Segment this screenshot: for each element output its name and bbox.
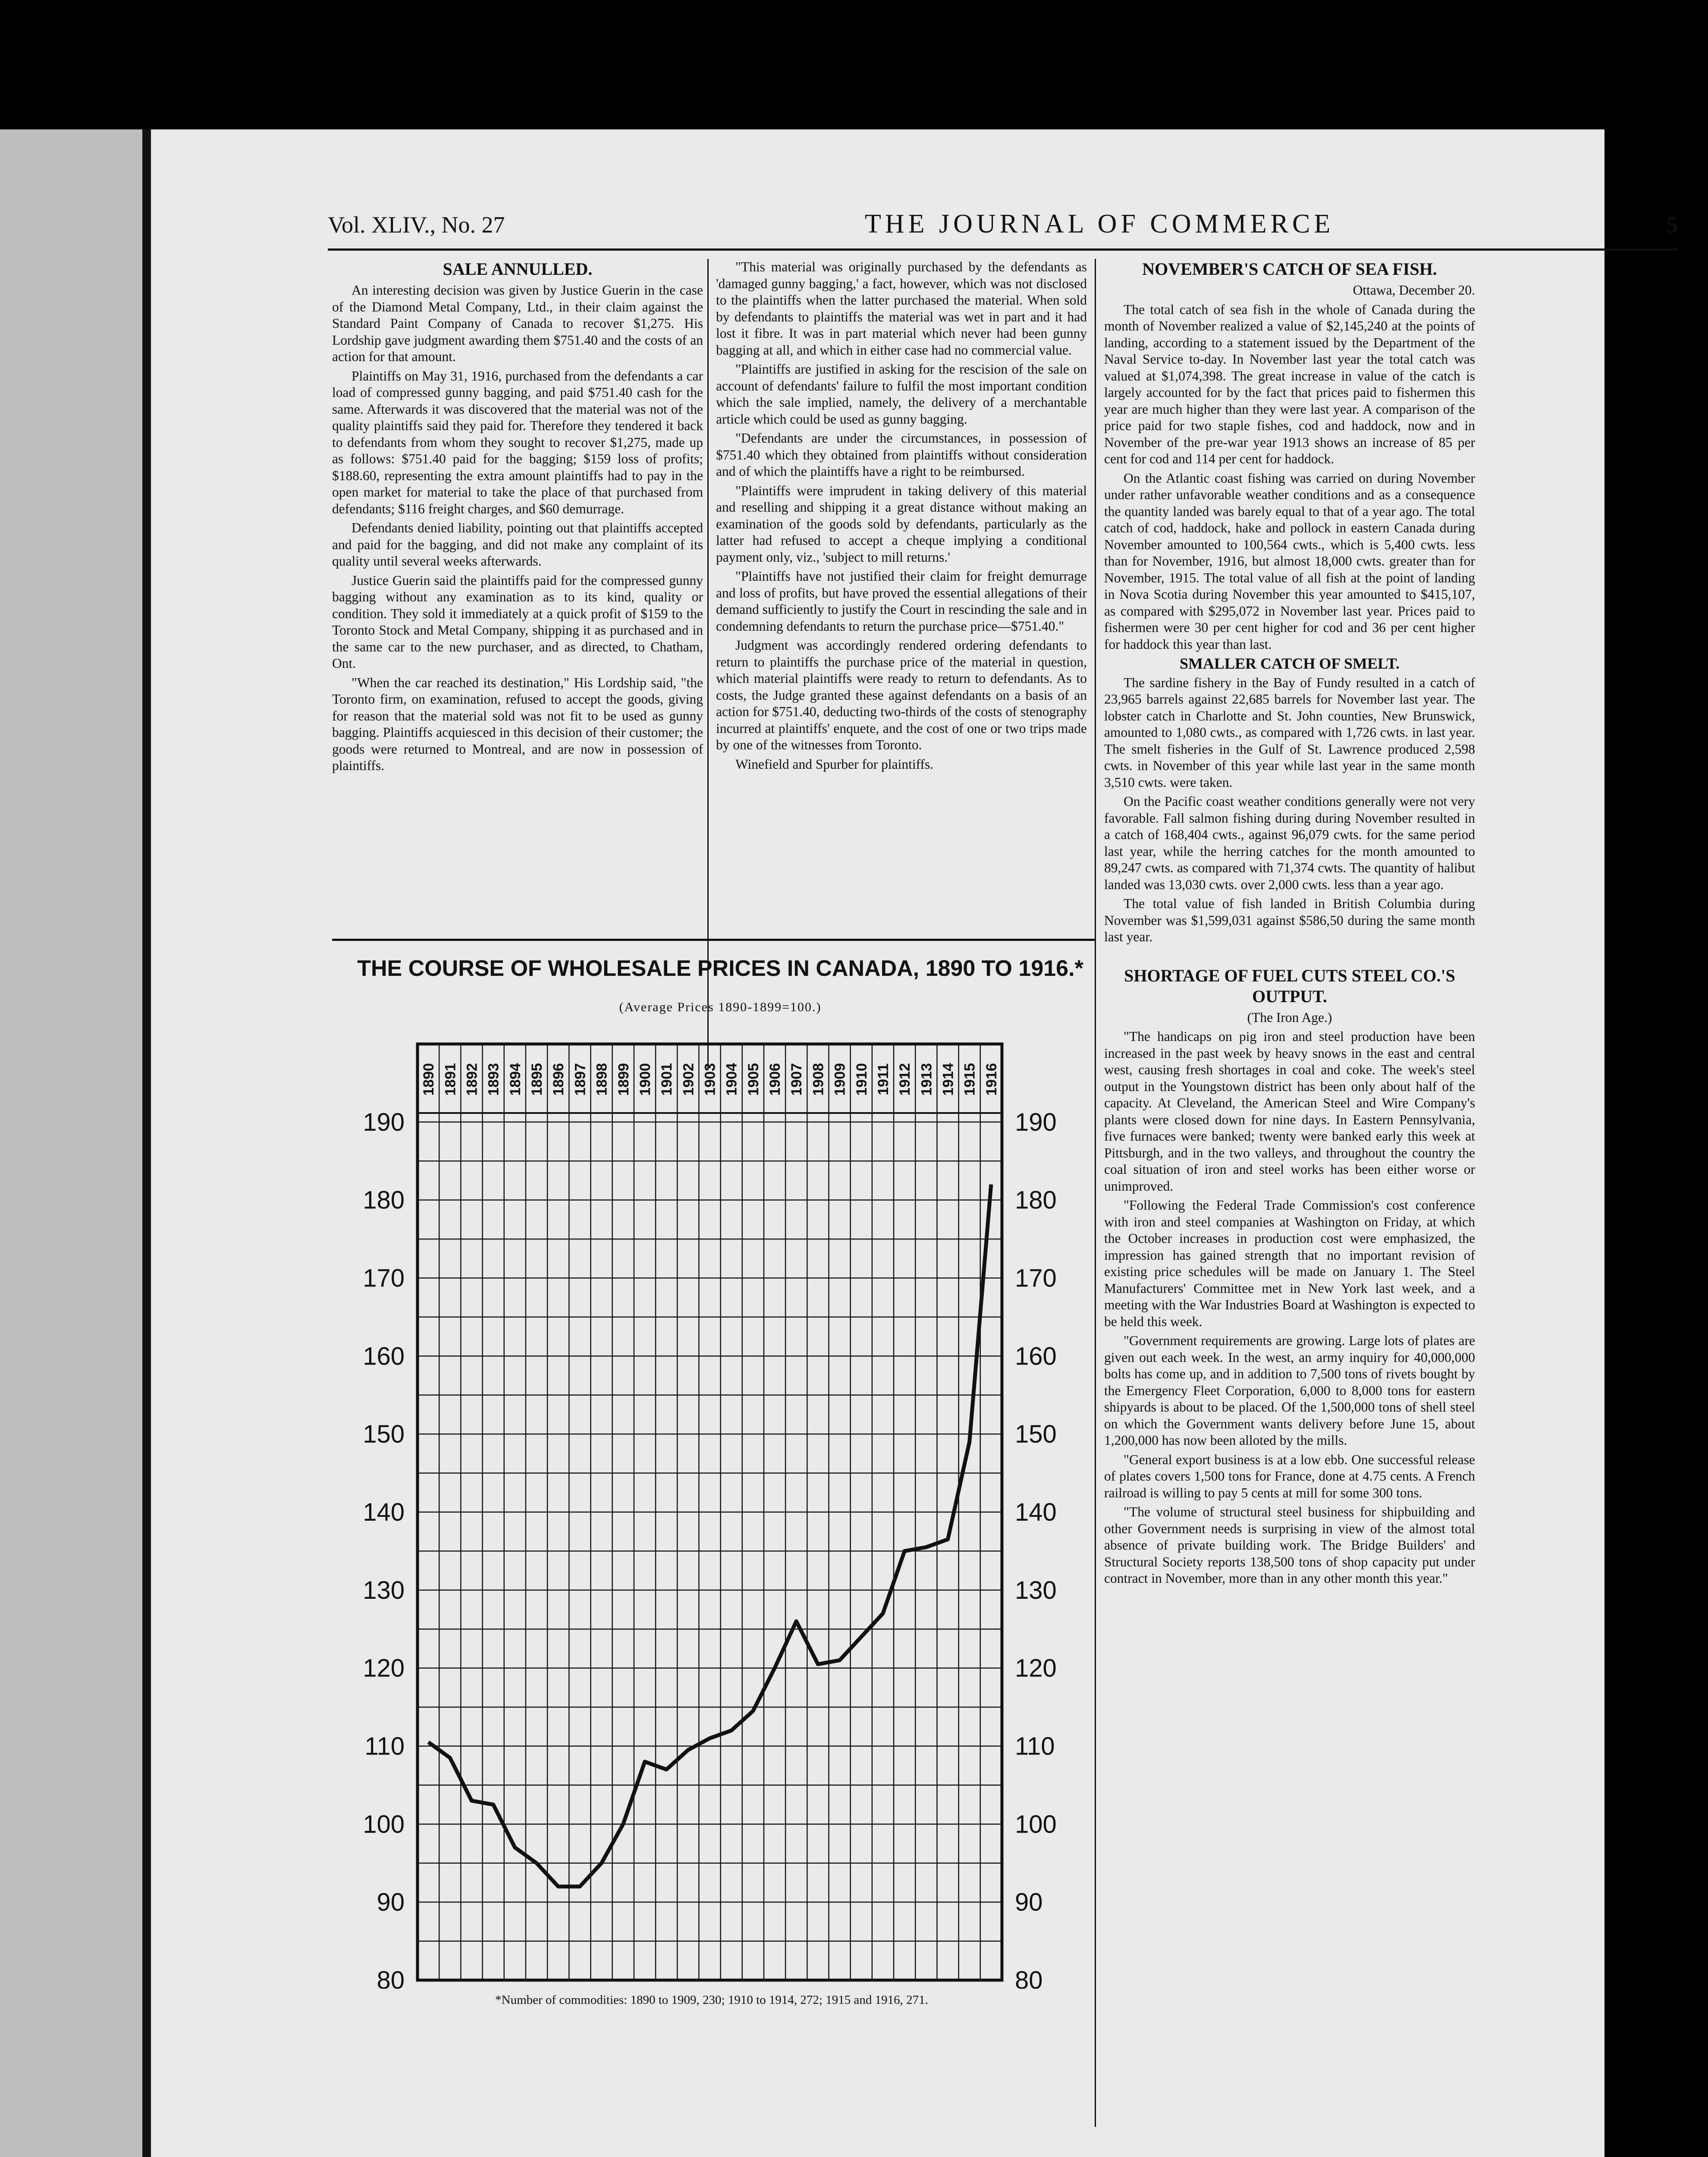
- x-tick-label: 1903: [702, 1063, 719, 1096]
- paragraph: "Plaintiffs are justified in asking for the rescision of the sale on account of defendants' failure to fulfil the most important condition which the sale implied, namely, the delivery of a merchantable article which could be used as gunny bagging.: [716, 362, 1087, 427]
- y-tick-label-right: 80: [1015, 1966, 1043, 1989]
- x-tick-label: 1908: [810, 1063, 827, 1096]
- paragraph: "Following the Federal Trade Commission's cost conference with iron and steel companies at Washington on Friday, at which the October increases in production cost were emphasized, the impression has gained strength that no important revision of existing price schedules will be made on January 1. The Steel Manufacturers' Committee met in New York last week, and a meeting with the War Industries Board at Washington is expected to be held this week.: [1104, 1198, 1475, 1329]
- page-header: [328, 211, 1678, 246]
- fish-article-title: NOVEMBER'S CATCH OF SEA FISH.: [1142, 259, 1437, 279]
- paragraph: "When the car reached its destination," His Lordship said, "the Toronto firm, on examination, refused to accept the goods, giving for reason that the material sold was not fit to be used as gunny bagging. Plaintiffs acquiesced in this decision of their customer; the goods were returned to Montreal, and are now in possession of plaintiffs.: [332, 675, 703, 773]
- column-2: [716, 259, 1087, 775]
- x-tick-label: 1897: [572, 1063, 589, 1096]
- dateline: Ottawa, December 20.: [1353, 283, 1475, 298]
- x-tick-label: 1916: [983, 1063, 1000, 1096]
- y-tick-label-left: 160: [363, 1342, 405, 1371]
- paragraph: An interesting decision was given by Justice Guerin in the case of the Diamond Metal Company, Ltd., in their claim against the Standard Paint Company of Canada to recover $1,275. His Lordship gave judgment awarding them $751.40 and the costs of an action for that amount.: [332, 283, 703, 364]
- y-tick-label-left: 190: [363, 1108, 405, 1136]
- y-tick-label-right: 180: [1015, 1186, 1057, 1214]
- x-tick-label: 1910: [853, 1063, 870, 1096]
- x-tick-label: 1904: [723, 1063, 740, 1096]
- y-tick-label-left: 150: [363, 1420, 405, 1449]
- steel-article-title: SHORTAGE OF FUEL CUTS STEEL CO.'S OUTPUT.: [1124, 965, 1455, 1006]
- x-tick-label: 1914: [940, 1063, 957, 1096]
- x-tick-label: 1907: [788, 1063, 805, 1096]
- paragraph: "Plaintiffs have not justified their claim for freight demurrage and loss of profits, but have proved the essential allegations of their demand sufficiently to justify the Court in rescinding the sale and in condemning defendants to return the purchase price—$751.40.": [716, 569, 1087, 634]
- x-tick-label: 1909: [832, 1063, 848, 1096]
- journal-title: THE JOURNAL OF COMMERCE: [865, 209, 1334, 239]
- paragraph: Winefield and Spurber for plaintiffs.: [735, 756, 934, 772]
- x-tick-label: 1901: [659, 1063, 675, 1096]
- x-tick-label: 1891: [442, 1063, 459, 1096]
- x-tick-label: 1915: [961, 1063, 978, 1096]
- price-index-line: [428, 1185, 991, 1887]
- y-tick-label-right: 150: [1015, 1420, 1057, 1449]
- x-tick-label: 1912: [897, 1063, 914, 1096]
- wholesale-prices-chart: [345, 1031, 1078, 1989]
- y-tick-label-left: 100: [363, 1810, 405, 1839]
- column-divider: [707, 259, 709, 1070]
- adjacent-page-edge: [0, 129, 151, 2157]
- y-tick-label-left: 130: [363, 1576, 405, 1604]
- paragraph: "The handicaps on pig iron and steel production have been increased in the past week by heavy snows in the east and central west, causing fresh shortages in coal and coke. The week's steel output in the Youngstown district has been only about half of the capacity. At Cleveland, the American Steel and Wire Company's plants were closed down for nine days. In Eastern Pennsylvania, five furnaces were banked; twenty were banked early this week at Pittsburgh, and in the two valleys, and throughout the country the coal situation of iron and steel works has been either worse or unimproved.: [1104, 1029, 1475, 1194]
- chart-title: THE COURSE OF WHOLESALE PRICES IN CANADA, 1890 TO 1916.*: [357, 956, 1083, 981]
- y-tick-label-right: 120: [1015, 1654, 1057, 1682]
- y-tick-label-left: 80: [377, 1966, 405, 1989]
- column-divider: [1095, 259, 1096, 2127]
- smelt-subheading: SMALLER CATCH OF SMELT.: [1179, 655, 1400, 672]
- paragraph: On the Atlantic coast fishing was carried on during November under rather unfavorable weather conditions and as a consequence the quantity landed was barely equal to that of a year ago. The total catch of cod, haddock, hake and pollock in eastern Canada during November amounted to 100,564 cwts., which is 5,400 cwts. less than for November, 1916, but almost 18,000 cwts. greater than for November, 1915. The total value of all fish at the point of landing in Nova Scotia during November this year amounted to $415,107, as compared with $295,072 in November last year. Prices paid to fishermen were 30 per cent higher for cod and 36 per cent higher for haddock this year than last.: [1104, 470, 1475, 652]
- page-number: 5: [1666, 212, 1678, 238]
- paragraph: The sardine fishery in the Bay of Fundy resulted in a catch of 23,965 barrels against 22,685 barrels for November last year. The lobster catch in Charlotte and St. John counties, New Brunswick, amounted to 1,080 cwts., as compared with 1,726 cwts. in last year. The smelt fisheries in the Gulf of St. Lawrence produced 2,598 cwts. in November of this year while last year in the same month 3,510 cwts. were taken.: [1104, 675, 1475, 790]
- x-tick-label: 1890: [421, 1063, 437, 1096]
- paragraph: "Plaintiffs were imprudent in taking delivery of this material and reselling and shipping it a great distance without making an examination of the goods sold by defendants, particularly as the latter had refused to accept a cheque implying a conditional payment only, viz., 'subject to mill returns.': [716, 483, 1087, 565]
- x-tick-label: 1905: [745, 1063, 762, 1096]
- header-rule: [328, 248, 1678, 251]
- x-tick-label: 1900: [637, 1063, 653, 1096]
- paragraph: The total catch of sea fish in the whole of Canada during the month of November realized a value of $2,145,240 at the points of landing, according to a statement issued by the Department of the Naval Service to-day. In November last year the total catch was valued at $1,074,398. The great increase in value of the catch is largely accounted for by the fact that prices paid to fishermen this year are much higher than they were last year. A comparison of the price paid for two staple fishes, cod and haddock, now and in November of the pre-war year 1913 shows an increase of 85 per cent for cod and 114 per cent for haddock.: [1104, 302, 1475, 466]
- y-tick-label-left: 90: [377, 1888, 405, 1917]
- x-tick-label: 1892: [464, 1063, 480, 1096]
- paragraph: "The volume of structural steel business for shipbuilding and other Government needs is surprising in view of the almost total absence of private building work. The Bridge Builders' and Structural Society reports 138,500 tons of shop capacity put under contract in November, more than in any other month this year.": [1104, 1504, 1475, 1586]
- paragraph: The total value of fish landed in British Columbia during November was $1,599,031 against $586,50 during the same month last year.: [1104, 896, 1475, 944]
- y-tick-label-left: 110: [364, 1732, 405, 1761]
- y-tick-label-left: 120: [363, 1654, 405, 1682]
- steel-source: (The Iron Age.): [1247, 1009, 1332, 1025]
- y-tick-label-left: 170: [363, 1264, 405, 1292]
- x-tick-label: 1895: [529, 1063, 546, 1096]
- y-tick-label-right: 100: [1015, 1810, 1057, 1839]
- paragraph: Plaintiffs on May 31, 1916, purchased from the defendants a car load of compressed gunny bagging, and paid $751.40 cash for the same. Afterwards it was discovered that the material was not of the quality plaintiffs said they paid for. Therefore they tendered it back to defendants from whom they sought to recover $1,275, made up as follows: $751.40 paid for the bagging; $159 loss of profits; $188.60, representing the extra amount plaintiffs had to pay in the open market for material to take the place of that purchased from defendants; $116 freight charges, and $60 demurrage.: [332, 368, 703, 516]
- x-tick-label: 1896: [550, 1063, 567, 1096]
- x-tick-label: 1893: [485, 1063, 502, 1096]
- y-tick-label-right: 110: [1015, 1732, 1055, 1761]
- x-tick-label: 1913: [918, 1063, 935, 1096]
- y-tick-label-right: 140: [1015, 1498, 1057, 1526]
- paragraph: Justice Guerin said the plaintiffs paid for the compressed gunny bagging without any examination as to its kind, quality or condition. They sold it immediately at a quick profit of $159 to the Toronto Stock and Metal Company, shipping it as purchased and in the same car to the new purchaser, and as directed, to Chatham, Ont.: [332, 572, 703, 671]
- sale-article-title: SALE ANNULLED.: [443, 259, 593, 279]
- volume-label: Vol. XLIV., No. 27: [328, 212, 505, 238]
- chart-top-rule: [332, 939, 1095, 941]
- chart-footnote: *Number of commodities: 1890 to 1909, 230; 1910 to 1914, 272; 1915 and 1916, 271.: [495, 1993, 928, 2007]
- x-tick-label: 1906: [767, 1063, 784, 1096]
- paragraph: On the Pacific coast weather conditions generally were not very favorable. Fall salmon fishing during during November resulted in a catch of 168,404 cwts., against 96,079 cwts. for the same period last year, while the herring catches for the month amounted to 89,247 cwts. as compared with 71,374 cwts. The quantity of halibut landed was 13,030 cwts. over 2,000 cwts. less than a year ago.: [1104, 794, 1475, 892]
- y-tick-label-right: 130: [1015, 1576, 1057, 1604]
- x-tick-label: 1911: [875, 1063, 892, 1095]
- y-tick-label-left: 140: [363, 1498, 405, 1526]
- y-tick-label-right: 170: [1015, 1264, 1057, 1292]
- paragraph: "General export business is at a low ebb. One successful release of plates covers 1,500 tons for France, done at 4.75 cents. A French railroad is willing to pay 5 cents at mill for some 300 tons.: [1104, 1452, 1475, 1500]
- paragraph: Defendants denied liability, pointing out that plaintiffs accepted and paid for the bagging, and did not make any complaint of its quality until several weeks afterwards.: [332, 520, 703, 569]
- x-tick-label: 1899: [615, 1063, 632, 1096]
- y-tick-label-right: 160: [1015, 1342, 1057, 1371]
- paragraph: "This material was originally purchased by the defendants as 'damaged gunny bagging,' a fact, however, which was not disclosed to the plaintiffs when the latter purchased the material. When sold by defendants to plaintiffs the material was wet in part and it had lost it fibre. It was in part material which never had been gunny bagging at all, and which in either case had no commercial value.: [716, 259, 1087, 358]
- column-1: [332, 259, 703, 777]
- y-tick-label-left: 180: [363, 1186, 405, 1214]
- x-tick-label: 1902: [680, 1063, 697, 1096]
- y-tick-label-right: 90: [1015, 1888, 1043, 1917]
- column-3: [1104, 259, 1475, 1590]
- paragraph: "Government requirements are growing. Large lots of plates are given out each week. In the west, an army inquiry for 40,000,000 bolts has come up, and in addition to 7,500 tons of rivets bought by the Emergency Fleet Corporation, 6,000 to 8,000 tons for eastern shipyards is about to be placed. Of the 1,500,000 tons of shell steel on which the Government wants delivery before June 15, about 1,200,000 has now been alloted by the mills.: [1104, 1333, 1475, 1448]
- paragraph: "Defendants are under the circumstances, in possession of $751.40 which they obtained from plaintiffs without consideration and of which the plaintiffs have a right to be reimbursed.: [716, 431, 1087, 479]
- chart-subtitle: (Average Prices 1890-1899=100.): [619, 1000, 822, 1014]
- paragraph: Judgment was accordingly rendered ordering defendants to return to plaintiffs the purchase price of the material in question, which material plaintiffs were ready to return to defendants. As to costs, the Judge granted these against defendants on a basis of an action for $751.40, deducting two-thirds of the costs of stenography incurred at plaintiffs' enquete, and the cost of one or two trips made by one of the witnesses from Toronto.: [716, 638, 1087, 752]
- x-tick-label: 1894: [507, 1063, 524, 1096]
- y-tick-label-right: 190: [1015, 1108, 1057, 1136]
- x-tick-label: 1898: [593, 1063, 610, 1096]
